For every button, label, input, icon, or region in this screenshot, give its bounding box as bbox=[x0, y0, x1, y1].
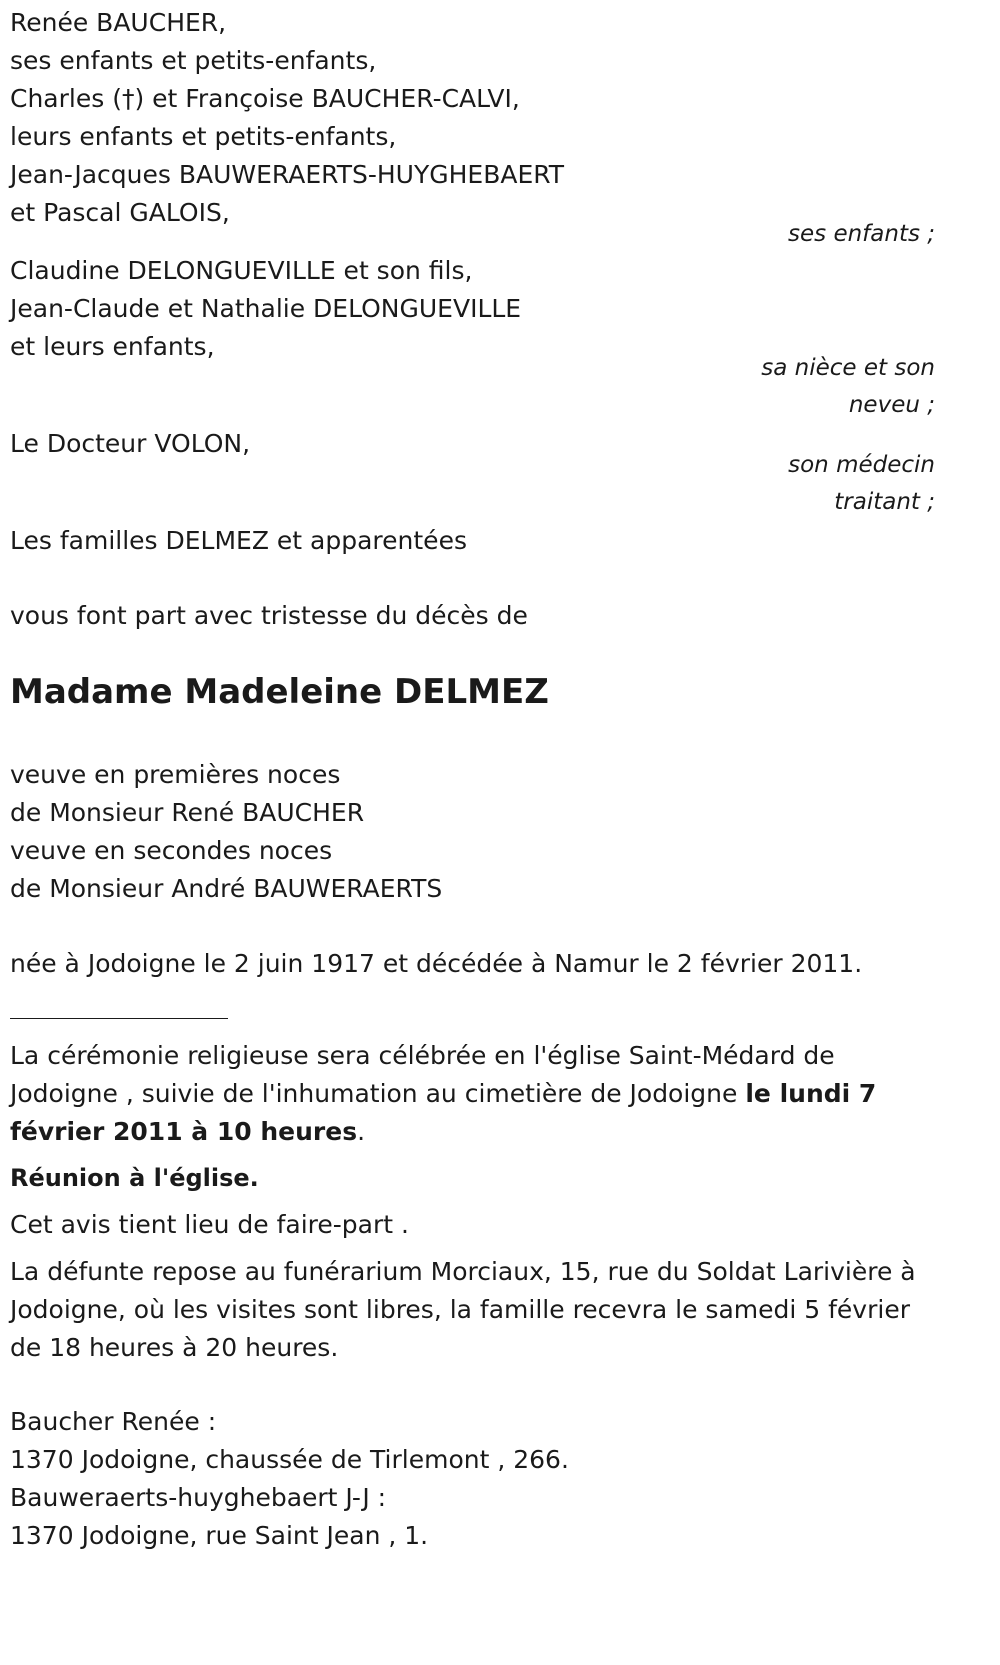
address-line: 1370 Jodoigne, rue Saint Jean , 1. bbox=[10, 1521, 429, 1550]
family-line: Les familles DELMEZ et apparentées bbox=[10, 526, 467, 555]
relation-line: sa nièce et son bbox=[761, 355, 935, 381]
marital-line: de Monsieur André BAUWERAERTS bbox=[10, 874, 443, 903]
relation-label: ses enfants ; bbox=[788, 221, 935, 247]
family-group-children bbox=[10, 4, 935, 232]
visitation-paragraph bbox=[10, 1253, 935, 1367]
ceremony-line bbox=[10, 1075, 935, 1113]
ceremony-paragraph bbox=[10, 1037, 935, 1151]
relation-line: son médecin bbox=[788, 452, 935, 478]
family-line: Jean-Jacques BAUWERAERTS-HUYGHEBAERT bbox=[10, 160, 565, 189]
family-line: Jean-Claude et Nathalie DELONGUEVILLE bbox=[10, 294, 522, 323]
contact-addresses bbox=[10, 1403, 935, 1555]
ceremony-date-part: février 2011 à 10 heures bbox=[10, 1117, 358, 1146]
marital-status bbox=[10, 756, 935, 908]
marital-line: veuve en secondes noces bbox=[10, 836, 333, 865]
ceremony-line bbox=[10, 1113, 935, 1151]
family-line: et leurs enfants, bbox=[10, 332, 215, 361]
relation-label bbox=[788, 447, 935, 521]
family-line: Claudine DELONGUEVILLE et son fils, bbox=[10, 256, 473, 285]
relation-label bbox=[761, 350, 935, 424]
announcement-text: vous font part avec tristesse du décès de bbox=[10, 601, 528, 630]
family-line: et Pascal GALOIS, bbox=[10, 198, 230, 227]
reunion-text: Réunion à l'église. bbox=[10, 1164, 259, 1192]
address-line: 1370 Jodoigne, chaussée de Tirlemont , 266. bbox=[10, 1445, 569, 1474]
family-line: leurs enfants et petits-enfants, bbox=[10, 122, 397, 151]
family-line: Le Docteur VOLON, bbox=[10, 429, 251, 458]
separator-rule bbox=[10, 1018, 228, 1019]
ceremony-line: La cérémonie religieuse sera célébrée en l'église Saint-Médard de bbox=[10, 1041, 835, 1070]
ceremony-date-part: le lundi 7 bbox=[745, 1079, 877, 1108]
family-line: Charles (†) et Françoise BAUCHER-CALVI, bbox=[10, 84, 520, 113]
visitation-line: Jodoigne, où les visites sont libres, la famille recevra le samedi 5 février bbox=[10, 1295, 910, 1324]
visitation-line: La défunte repose au funérarium Morciaux, 15, rue du Soldat Larivière à bbox=[10, 1257, 916, 1286]
birth-death-text: née à Jodoigne le 2 juin 1917 et décédée à Namur le 2 février 2011. bbox=[10, 949, 863, 978]
notice-text: Cet avis tient lieu de faire-part . bbox=[10, 1210, 409, 1239]
relation-line: traitant ; bbox=[834, 489, 935, 515]
marital-line: veuve en premières noces bbox=[10, 760, 341, 789]
visitation-line: de 18 heures à 20 heures. bbox=[10, 1333, 339, 1362]
ceremony-text: Jodoigne , suivie de l'inhumation au cimetière de Jodoigne bbox=[10, 1079, 746, 1108]
family-group-niece-nephew bbox=[10, 252, 935, 366]
ceremony-end: . bbox=[357, 1117, 366, 1146]
marital-line: de Monsieur René BAUCHER bbox=[10, 798, 365, 827]
relation-line: neveu ; bbox=[848, 392, 935, 418]
family-line: Renée BAUCHER, bbox=[10, 8, 227, 37]
address-line: Baucher Renée : bbox=[10, 1407, 217, 1436]
deceased-name: Madame Madeleine DELMEZ bbox=[10, 672, 549, 712]
family-line: ses enfants et petits-enfants, bbox=[10, 46, 377, 75]
address-line: Bauweraerts-huyghebaert J-J : bbox=[10, 1483, 387, 1512]
